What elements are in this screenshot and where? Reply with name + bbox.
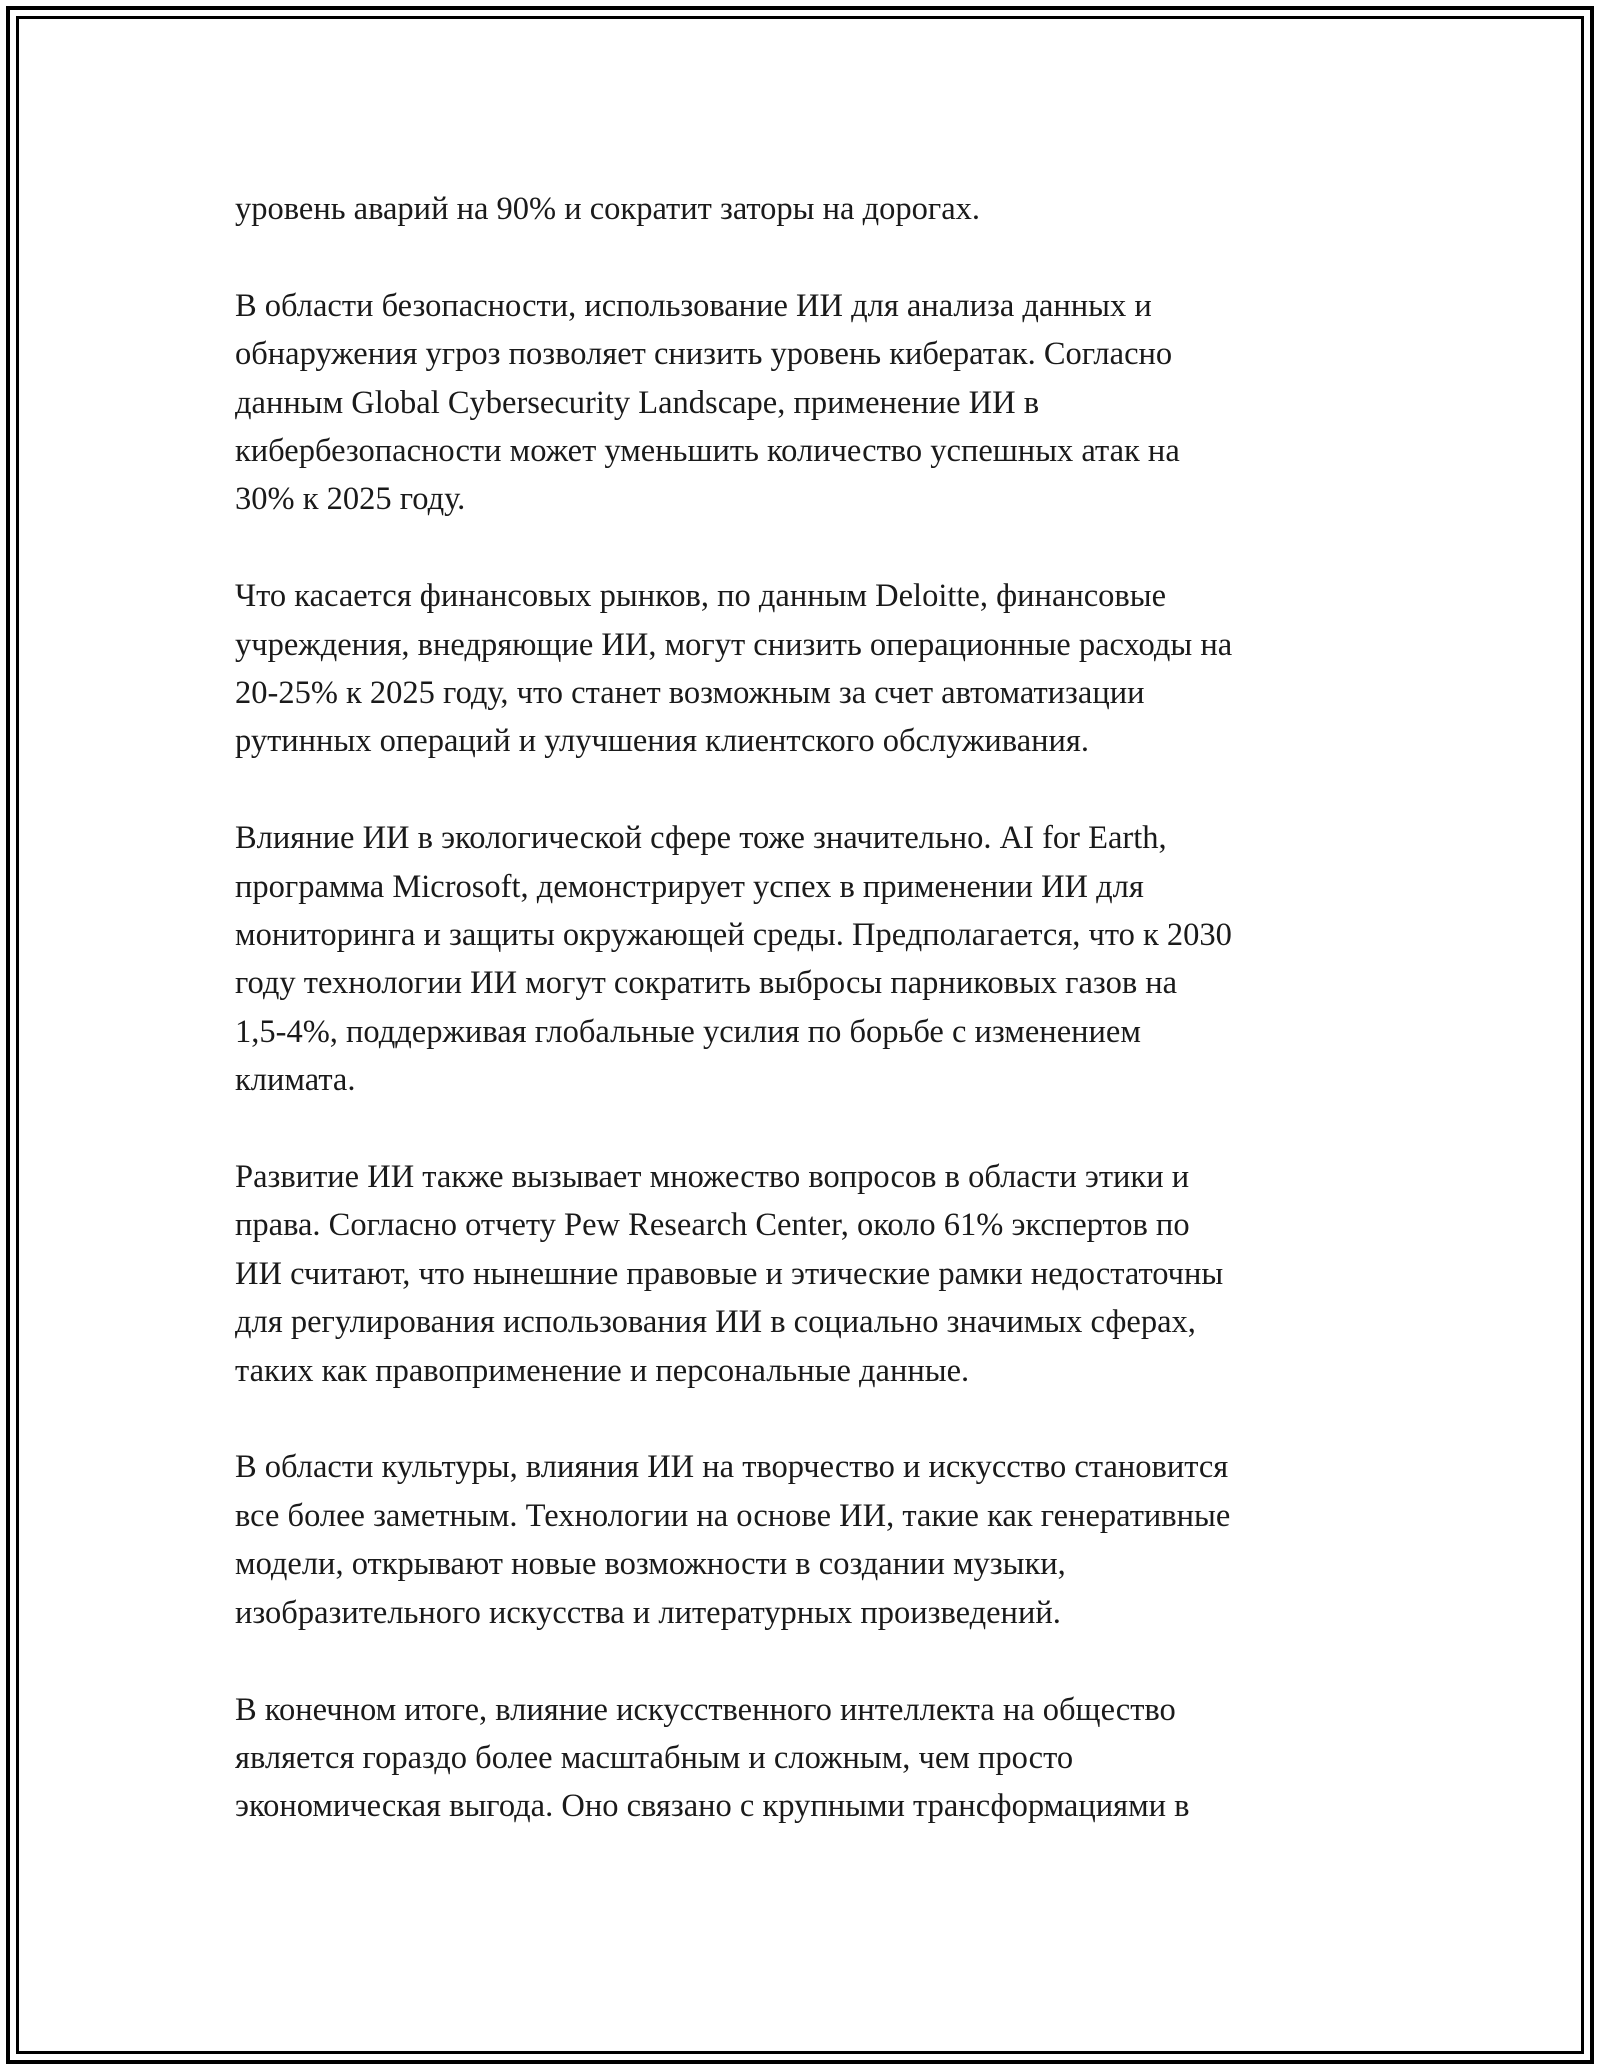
- text-line: климата.: [235, 1062, 356, 1099]
- paragraph-road-accidents: [235, 185, 1385, 233]
- text-line: кибербезопасности может уменьшить количество успешных атак на: [235, 433, 1180, 470]
- text-line: права. Согласно отчету Pew Research Center, около 61% экспертов по: [235, 1207, 1190, 1244]
- text-line: 30% к 2025 году.: [235, 481, 466, 518]
- text-line: Развитие ИИ также вызывает множество вопросов в области этики и: [235, 1159, 1190, 1196]
- text-line: экономическая выгода. Оно связано с крупными трансформациями в: [235, 1788, 1190, 1825]
- paragraph-culture: [235, 1443, 1385, 1637]
- text-line: мониторинга и защиты окружающей среды. Предполагается, что к 2030: [235, 917, 1232, 954]
- text-line: модели, открывают новые возможности в создании музыки,: [235, 1546, 1066, 1583]
- text-line: ИИ считают, что нынешние правовые и этические рамки недостаточны: [235, 1255, 1224, 1292]
- text-line: году технологии ИИ могут сократить выбросы парниковых газов на: [235, 965, 1178, 1002]
- paragraph-conclusion: [235, 1686, 1385, 1831]
- text-line: Влияние ИИ в экологической сфере тоже значительно. AI for Earth,: [235, 820, 1167, 857]
- text-line: В конечном итоге, влияние искусственного интеллекта на общество: [235, 1691, 1176, 1728]
- text-line: В области безопасности, использование ИИ для анализа данных и: [235, 287, 1152, 324]
- text-line: является гораздо более масштабным и сложным, чем просто: [235, 1739, 1074, 1776]
- text-line: учреждения, внедряющие ИИ, могут снизить операционные расходы на: [235, 626, 1233, 663]
- text-line: Что касается финансовых рынков, по данным Deloitte, финансовые: [235, 578, 1167, 615]
- text-line: рутинных операций и улучшения клиентского обслуживания.: [235, 723, 1089, 760]
- text-line: все более заметным. Технологии на основе ИИ, такие как генеративные: [235, 1497, 1231, 1534]
- document-body: [235, 185, 1385, 1879]
- text-line: таких как правоприменение и персональные данные.: [235, 1352, 970, 1389]
- text-line: уровень аварий на 90% и сократит заторы на дорогах.: [235, 191, 980, 227]
- text-line: В области культуры, влияния ИИ на творчество и искусство становится: [235, 1449, 1229, 1486]
- text-line: данным Global Cybersecurity Landscape, применение ИИ в: [235, 384, 1040, 421]
- text-line: для регулирования использования ИИ в социально значимых сферах,: [235, 1304, 1196, 1341]
- paragraph-ethics-law: [235, 1153, 1385, 1395]
- text-line: изобразительного искусства и литературных произведений.: [235, 1594, 1061, 1631]
- text-line: программа Microsoft, демонстрирует успех в применении ИИ для: [235, 868, 1144, 905]
- text-line: обнаружения угроз позволяет снизить уровень кибератак. Согласно: [235, 336, 1173, 373]
- paragraph-security: [235, 282, 1385, 524]
- text-line: 1,5-4%, поддерживая глобальные усилия по борьбе с изменением: [235, 1013, 1141, 1050]
- paragraph-ecology: [235, 814, 1385, 1104]
- text-line: 20-25% к 2025 году, что станет возможным за счет автоматизации: [235, 675, 1145, 712]
- paragraph-finance: [235, 572, 1385, 766]
